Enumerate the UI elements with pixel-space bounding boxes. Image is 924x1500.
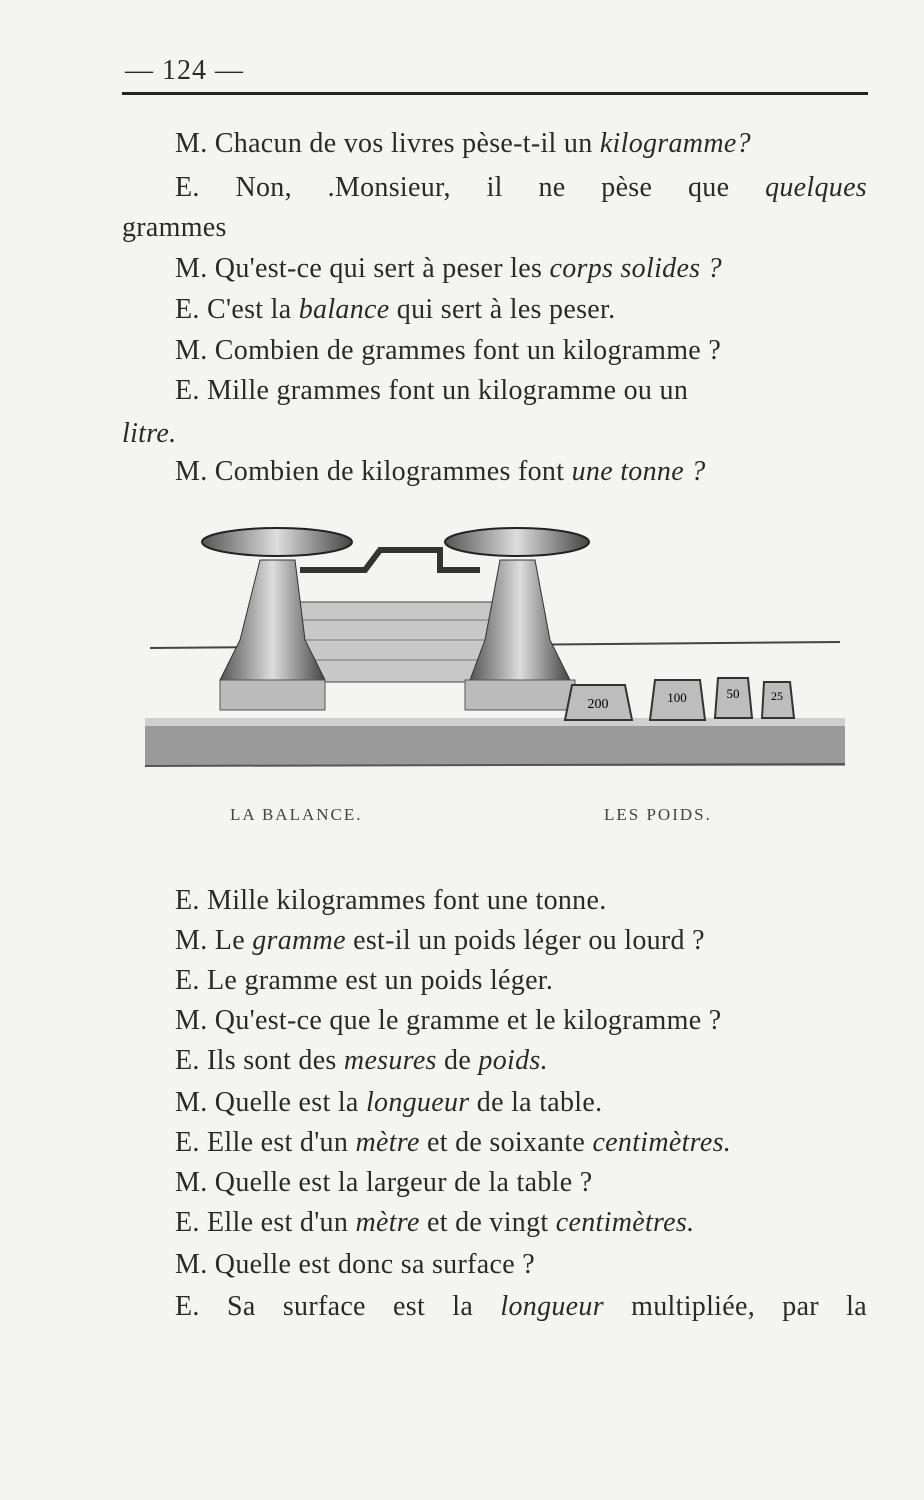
dialogue-line: E. Non, .Monsieur, il ne pèse que quelques xyxy=(175,172,867,203)
dialogue-line: E. Elle est d'un mètre et de vingt centimètres. xyxy=(175,1207,695,1238)
dialogue-line: M. Quelle est donc sa surface ? xyxy=(175,1249,535,1280)
svg-text:200: 200 xyxy=(587,697,609,712)
dialogue-line: E. C'est la balance qui sert à les peser. xyxy=(175,294,616,325)
dialogue-line: E. Ils sont des mesures de poids. xyxy=(175,1045,548,1076)
weight-25 xyxy=(762,682,794,718)
dialogue-line: M. Combien de kilogrammes font une tonne ? xyxy=(175,456,706,487)
dialogue-line: E. Mille kilogrammes font une tonne. xyxy=(175,885,607,916)
svg-text:50: 50 xyxy=(726,686,740,701)
dialogue-line: M. Quelle est la largeur de la table ? xyxy=(175,1167,593,1198)
dialogue-line: E. Sa surface est la longueur multipliée, par la xyxy=(175,1291,867,1322)
dialogue-line: M. Quelle est la longueur de la table. xyxy=(175,1087,603,1118)
dialogue-line: M. Combien de grammes font un kilogramme ? xyxy=(175,335,722,366)
svg-text:100: 100 xyxy=(667,690,687,705)
weight-200 xyxy=(565,685,632,720)
dialogue-line: litre. xyxy=(122,418,177,449)
dialogue-line: M. Qu'est-ce qui sert à peser les corps solides ? xyxy=(175,253,722,284)
dialogue-line: M. Le gramme est-il un poids léger ou lourd ? xyxy=(175,925,705,956)
balance-illustration xyxy=(140,520,850,780)
svg-text:25: 25 xyxy=(771,689,783,703)
weight-50 xyxy=(715,678,752,718)
weight-100 xyxy=(650,680,705,720)
header-rule xyxy=(122,92,868,95)
dialogue-line: M. Chacun de vos livres pèse-t-il un kilogramme? xyxy=(175,128,751,159)
caption-balance: LA BALANCE. xyxy=(230,805,363,824)
dialogue-line: M. Qu'est-ce que le gramme et le kilogramme ? xyxy=(175,1005,722,1036)
dialogue-line: E. Elle est d'un mètre et de soixante centimètres. xyxy=(175,1127,732,1158)
dialogue-line: E. Mille grammes font un kilogramme ou un xyxy=(175,375,689,406)
dialogue-line: E. Le gramme est un poids léger. xyxy=(175,965,554,996)
caption-weights: LES POIDS. xyxy=(604,805,712,824)
dialogue-line: grammes xyxy=(122,212,227,243)
page-number: — 124 — xyxy=(125,55,244,86)
